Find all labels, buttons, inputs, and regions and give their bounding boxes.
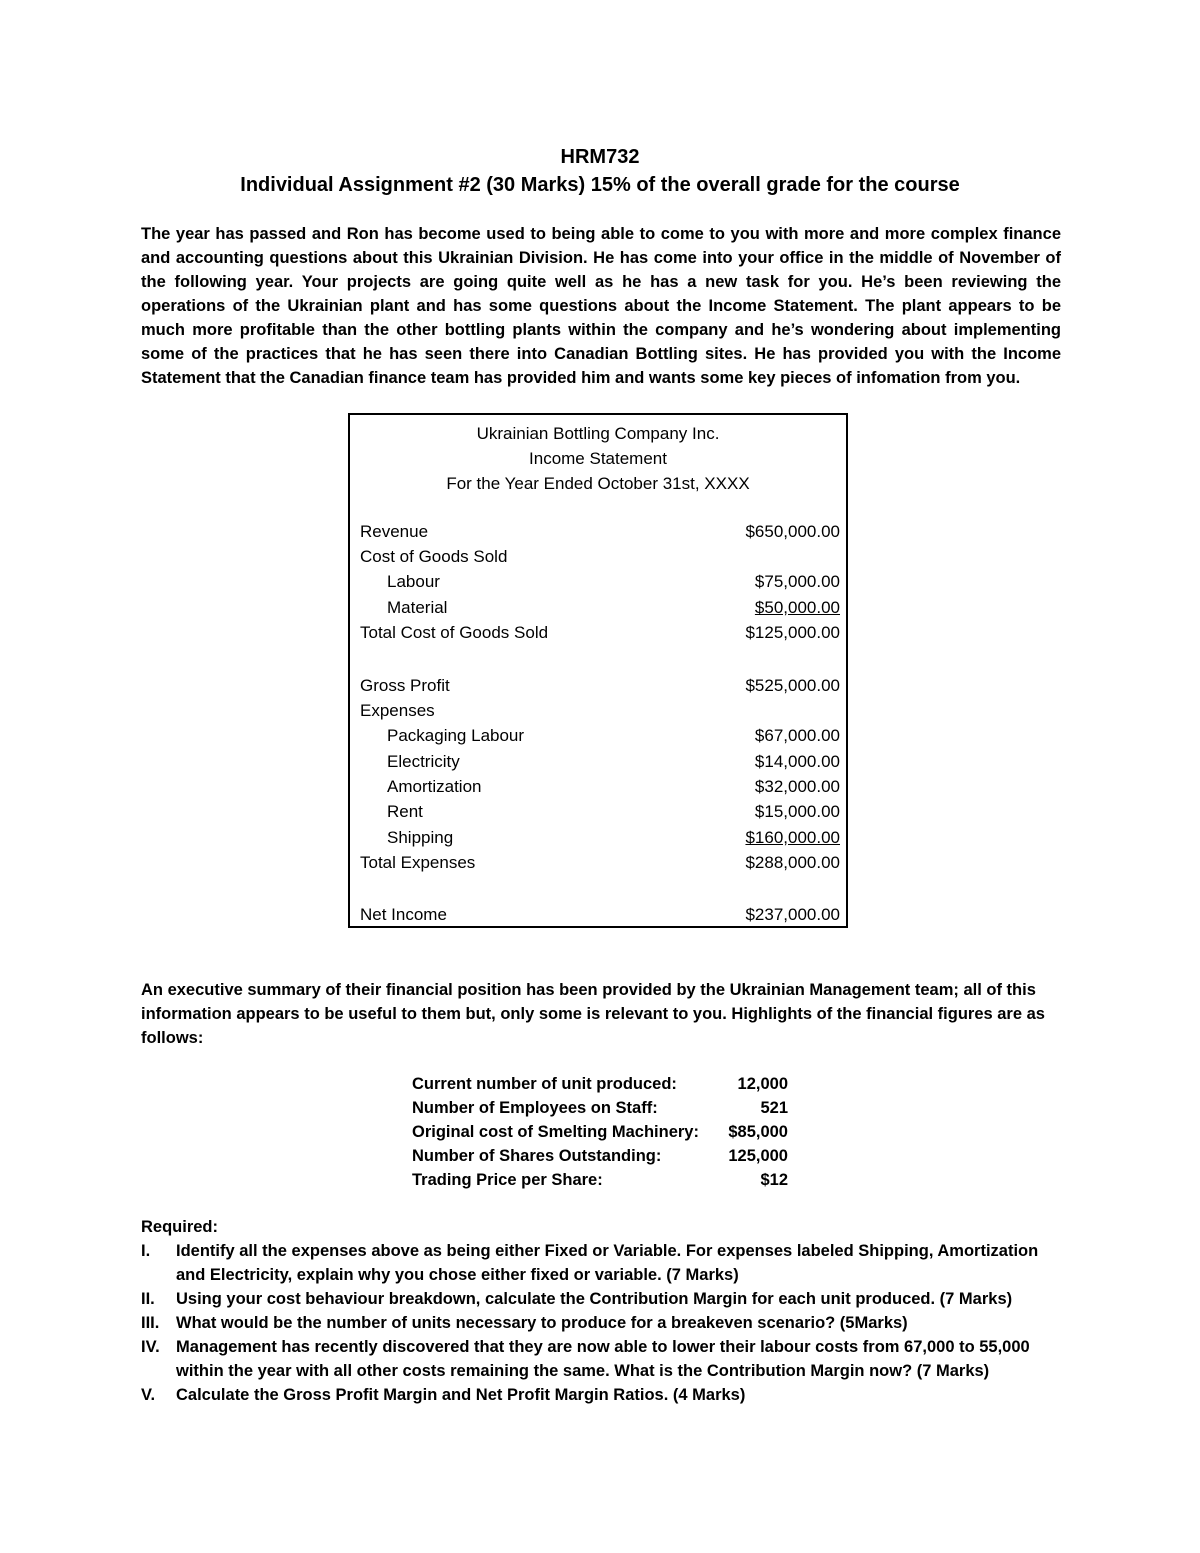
highlight-row: [412, 1168, 792, 1192]
shipping-label: Shipping: [387, 828, 454, 847]
highlight-row: [412, 1144, 792, 1168]
rent-value: $15,000.00: [754, 802, 840, 821]
total-cogs-row: [360, 620, 840, 645]
required-item-text: What would be the number of units necessary to produce for a breakeven scenario? (5Marks): [176, 1314, 908, 1332]
financial-highlights: [412, 1072, 792, 1192]
shipping-value: $160,000.00: [745, 828, 840, 847]
required-heading: Required:: [141, 1218, 219, 1236]
required-item-text: Identify all the expenses above as being either Fixed or Variable. For expenses labeled Shipping, Amortization and Electricity, explain why you chose either fixed or variable. (7 Marks): [176, 1242, 1039, 1284]
income-statement: [348, 413, 848, 928]
highlight-value: 125,000: [728, 1147, 788, 1165]
required-item-text: Calculate the Gross Profit Margin and Net Profit Margin Ratios. (4 Marks): [176, 1386, 746, 1404]
material-row: [360, 595, 840, 620]
electricity-value: $14,000.00: [754, 752, 840, 771]
highlight-label: Trading Price per Share:: [412, 1171, 603, 1189]
statement-title: Income Statement: [529, 449, 667, 468]
material-value: $50,000.00: [754, 598, 840, 617]
cogs-label: Cost of Goods Sold: [360, 547, 508, 566]
required-item-number: II.: [141, 1290, 155, 1308]
net-income-label: Net Income: [360, 905, 447, 924]
highlight-label: Current number of unit produced:: [412, 1075, 677, 1093]
cogs-row: [360, 544, 840, 569]
net-income-value: $237,000.00: [745, 905, 840, 924]
required-item-number: I.: [141, 1242, 151, 1260]
highlight-value: 12,000: [737, 1075, 788, 1093]
total-expenses-label: Total Expenses: [360, 853, 476, 872]
required-item-number: IV.: [141, 1338, 160, 1356]
required-item-number: III.: [141, 1314, 160, 1332]
highlight-value: 521: [760, 1099, 788, 1117]
required-item: [141, 1287, 1071, 1311]
packaging-labour-value: $67,000.00: [754, 726, 840, 745]
gross-profit-value: $525,000.00: [745, 676, 840, 695]
gross-profit-row: [360, 673, 840, 698]
required-item-text: Using your cost behaviour breakdown, calculate the Contribution Margin for each unit produced. (7 Marks): [176, 1290, 1013, 1308]
expenses-row: [360, 698, 840, 723]
statement-header: [350, 421, 846, 496]
gross-profit-label: Gross Profit: [360, 676, 450, 695]
statement-period: For the Year Ended October 31st, XXXX: [446, 474, 750, 493]
highlight-row: [412, 1120, 792, 1144]
highlight-row: [412, 1072, 792, 1096]
required-item: [141, 1311, 1071, 1335]
required-item: [141, 1239, 1071, 1287]
amortization-row: [360, 774, 840, 799]
highlight-row: [412, 1096, 792, 1120]
packaging-labour-label: Packaging Labour: [387, 726, 525, 745]
required-item: [141, 1335, 1071, 1383]
highlight-value: $85,000: [728, 1123, 788, 1141]
expenses-label: Expenses: [360, 701, 435, 720]
labour-row: [360, 569, 840, 594]
required-item-text: Management has recently discovered that they are now able to lower their labour costs from 67,000 to 55,000 within the year with all other costs remaining the same. What is the Contribution Margin now? (7 Marks): [176, 1338, 1030, 1380]
electricity-row: [360, 749, 840, 774]
revenue-value: $650,000.00: [745, 522, 840, 541]
intro-paragraph: The year has passed and Ron has become used to being able to come to you with more and more complex finance and accounting questions about this Ukrainian Division. He has come into your office in the middle of November of the following year. Your projects are going quite well as he has a new task for you. He’s been reviewing the operations of the Ukrainian plant and has some questions about the Income Statement. The plant appears to be much more profitable than the other bottling plants within the company and he’s wondering about implementing some of the practices that he has seen there into Canadian Bottling sites. He has provided you with the Income Statement that the Canadian finance team has provided him and wants some key pieces of infomation from you.: [141, 225, 1061, 387]
required-item: [141, 1383, 1071, 1407]
revenue-row: [360, 519, 840, 544]
packaging-labour-row: [360, 723, 840, 748]
highlight-value: $12: [760, 1171, 788, 1189]
amortization-label: Amortization: [387, 777, 482, 796]
required-list: [141, 1239, 1071, 1407]
rent-row: [360, 799, 840, 824]
highlight-label: Number of Employees on Staff:: [412, 1099, 658, 1117]
total-expenses-value: $288,000.00: [745, 853, 840, 872]
total-expenses-row: [360, 850, 840, 875]
revenue-label: Revenue: [360, 522, 429, 541]
total-cogs-value: $125,000.00: [745, 623, 840, 642]
required-item-number: V.: [141, 1386, 156, 1404]
electricity-label: Electricity: [387, 752, 460, 771]
shipping-row: [360, 825, 840, 850]
material-label: Material: [387, 598, 448, 617]
labour-label: Labour: [387, 572, 440, 591]
labour-value: $75,000.00: [754, 572, 840, 591]
assignment-title: Individual Assignment #2 (30 Marks) 15% of the overall grade for the course: [240, 174, 960, 196]
highlight-label: Number of Shares Outstanding:: [412, 1147, 662, 1165]
total-cogs-label: Total Cost of Goods Sold: [360, 623, 549, 642]
summary-paragraph: An executive summary of their financial position has been provided by the Ukrainian Management team; all of this information appears to be useful to them but, only some is relevant to you. Highlights of the financial figures are as follows:: [141, 981, 1045, 1047]
highlight-label: Original cost of Smelting Machinery:: [412, 1123, 699, 1141]
amortization-value: $32,000.00: [754, 777, 840, 796]
course-code: HRM732: [560, 146, 640, 168]
rent-label: Rent: [387, 802, 423, 821]
net-income-row: [360, 902, 840, 927]
statement-company: Ukrainian Bottling Company Inc.: [476, 424, 720, 443]
